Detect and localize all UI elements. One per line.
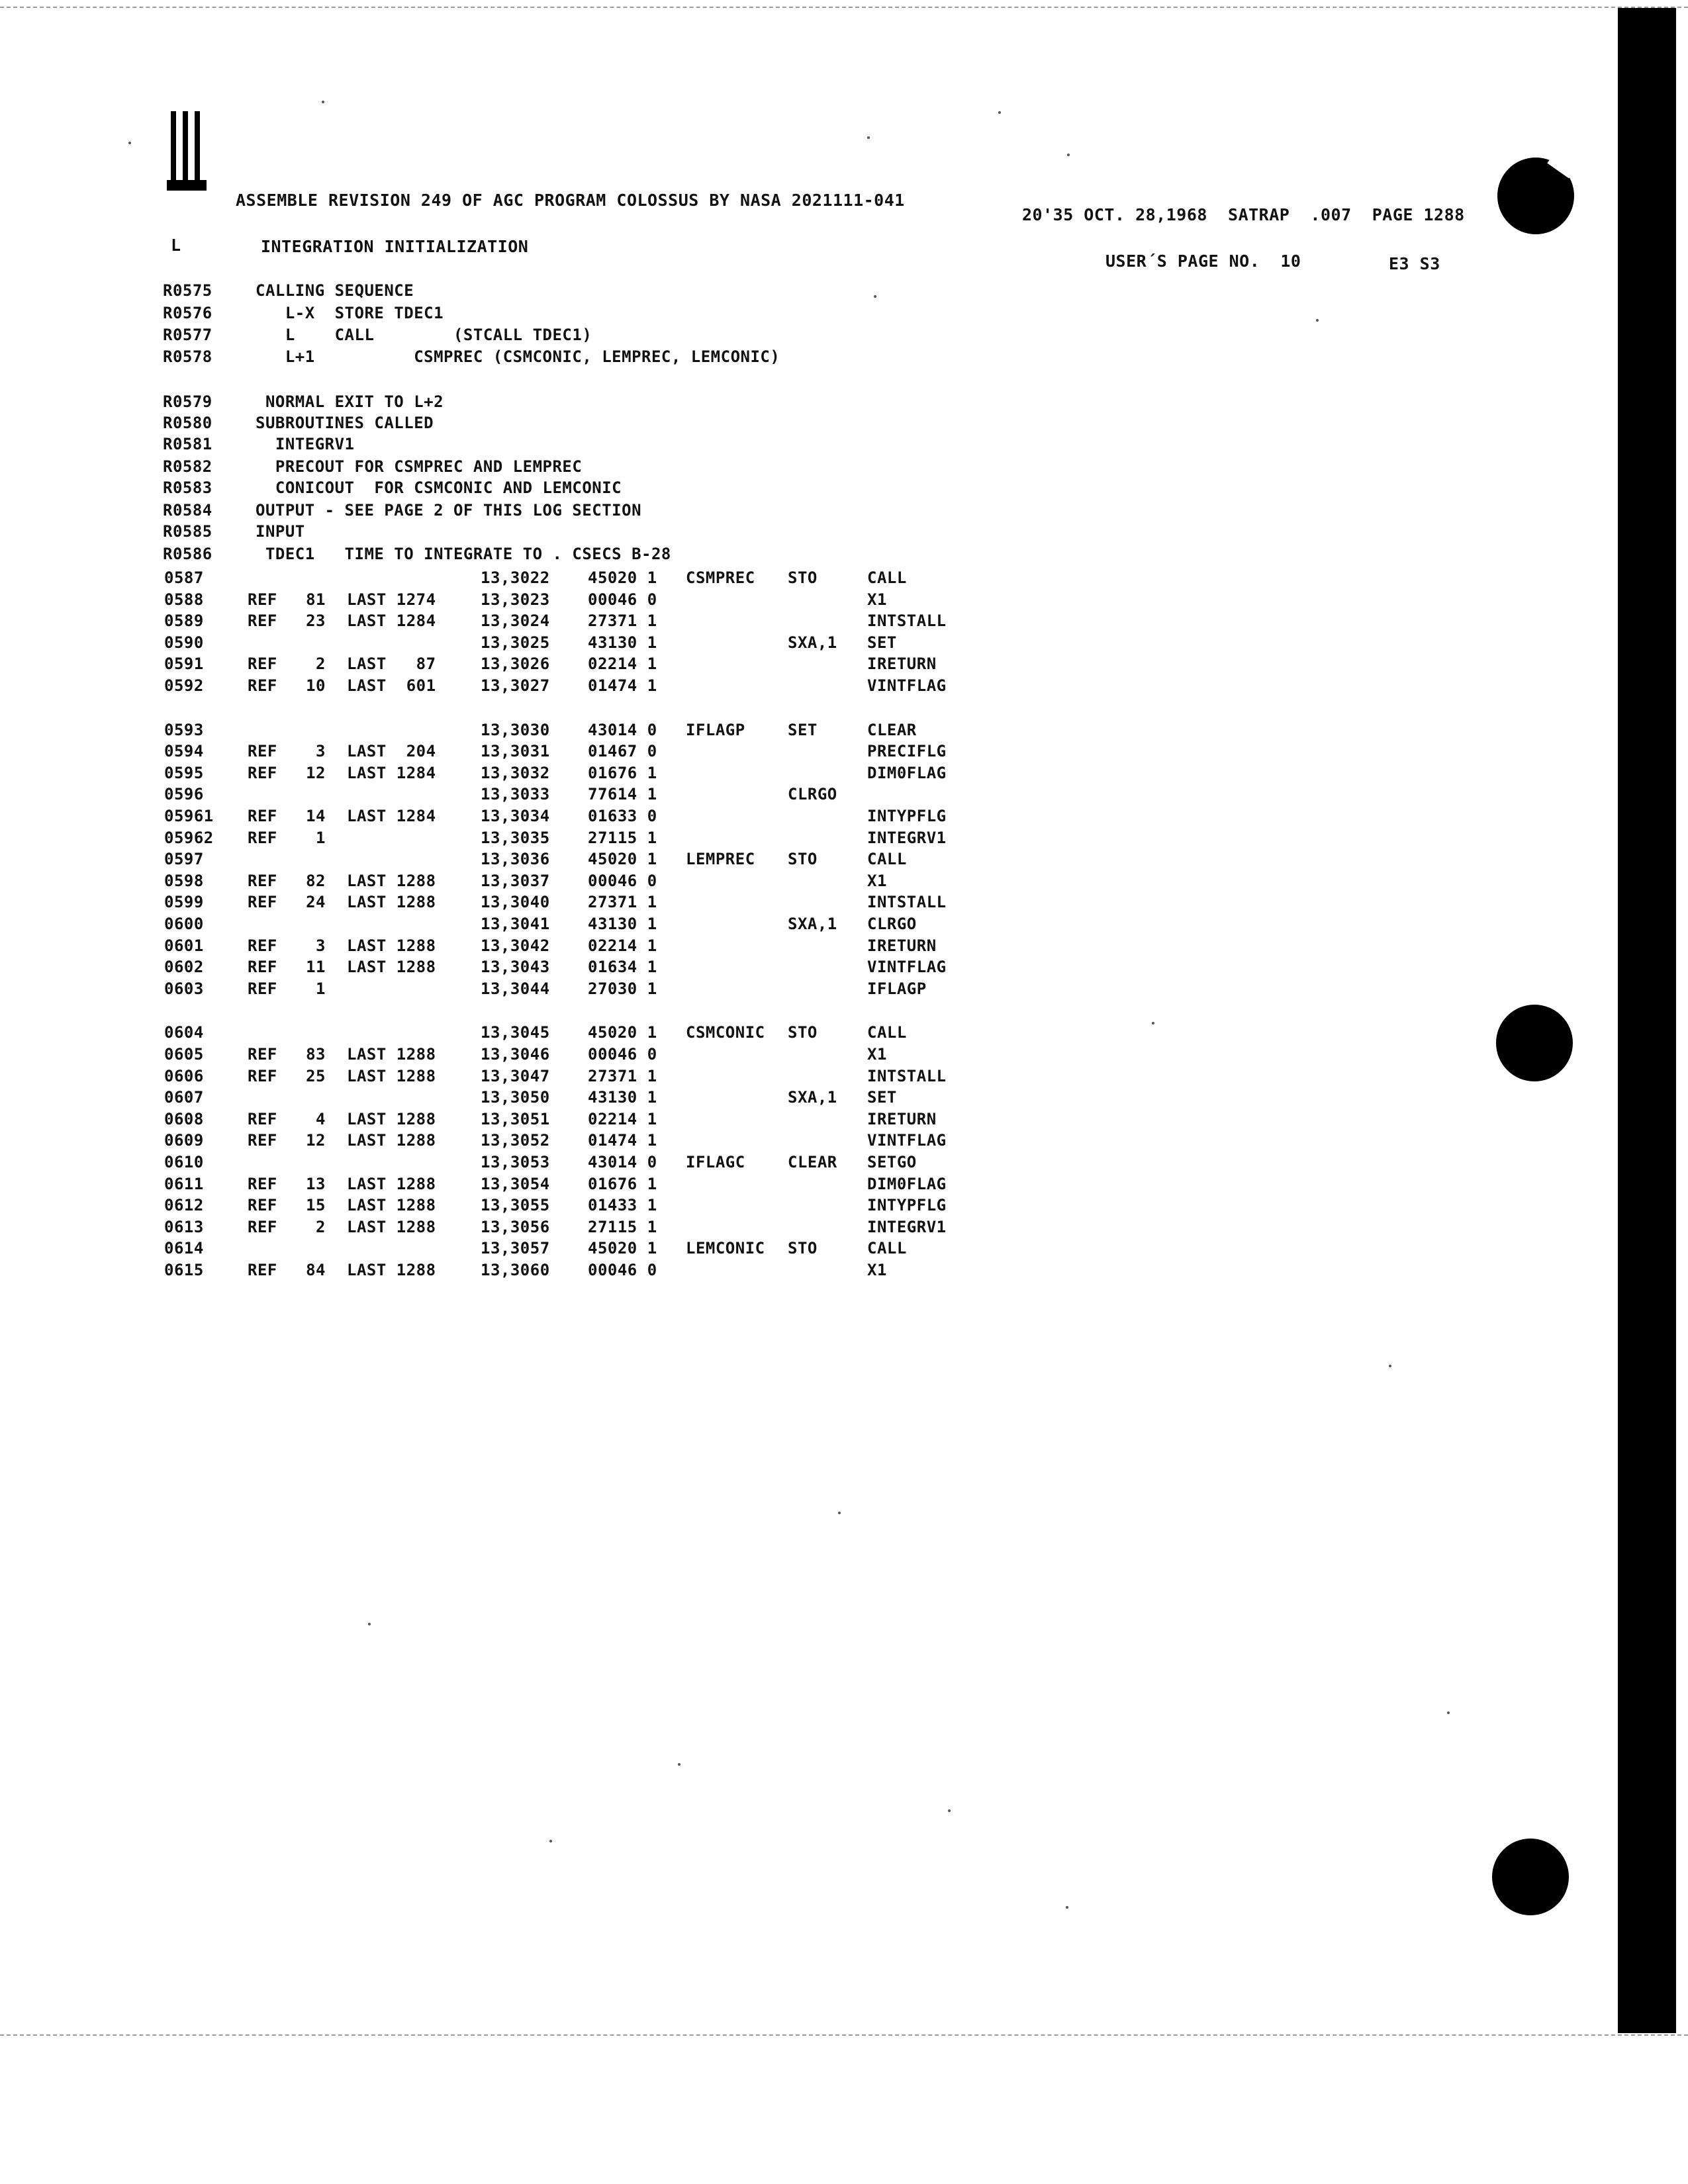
comment-text: CONICOUT FOR CSMCONIC AND LEMCONIC — [256, 478, 622, 497]
page-code: E3 S3 — [1389, 254, 1440, 273]
code-line-number: 0595 — [164, 763, 204, 782]
code-line-number: 0587 — [164, 569, 204, 587]
code-ref-keyword: REF — [248, 871, 277, 890]
code-operand: INTSTALL — [867, 612, 947, 631]
scan-speck — [549, 1840, 552, 1843]
comment-text: OUTPUT - SEE PAGE 2 OF THIS LOG SECTION — [256, 501, 642, 520]
code-address: 13,3051 — [481, 1109, 550, 1128]
code-last-ref: LAST 204 — [347, 742, 436, 761]
code-ref-count: 3 — [316, 936, 326, 955]
code-last-ref: LAST 1288 — [347, 1196, 436, 1215]
scan-speck — [128, 142, 131, 144]
code-line-number: 0605 — [164, 1045, 204, 1064]
code-operand: CALL — [867, 850, 907, 869]
code-last-ref: LAST 1284 — [347, 763, 436, 782]
comment-line-number: R0584 — [163, 501, 212, 520]
code-operand: SETGO — [867, 1153, 917, 1171]
code-ref-count: 84 — [306, 1261, 326, 1279]
code-operand: INTSTALL — [867, 1066, 947, 1085]
code-ref-keyword: REF — [248, 1174, 277, 1193]
code-ref-count: 14 — [306, 807, 326, 825]
comment-text: L+1 CSMPREC (CSMCONIC, LEMPREC, LEMCONIC) — [256, 347, 780, 366]
punch-hole-bottom — [1492, 1839, 1569, 1915]
code-last-ref: LAST 1284 — [347, 612, 436, 631]
code-ref-keyword: REF — [248, 958, 277, 977]
code-ref-keyword: REF — [248, 1131, 277, 1150]
scan-speck — [1389, 1365, 1391, 1367]
code-ref-count: 81 — [306, 590, 326, 609]
code-ref-count: 12 — [306, 763, 326, 782]
code-address: 13,3044 — [481, 979, 550, 998]
code-ref-keyword: REF — [248, 742, 277, 761]
code-ref-count: 2 — [316, 655, 326, 674]
code-ref-count: 1 — [316, 828, 326, 847]
code-line-number: 05962 — [164, 828, 214, 847]
scan-speck — [998, 111, 1001, 114]
code-ref-keyword: REF — [248, 676, 277, 695]
code-octal-word: 27115 1 — [588, 828, 657, 847]
code-line-number: 0602 — [164, 958, 204, 977]
code-octal-word: 01474 1 — [588, 676, 657, 695]
code-opcode: SXA,1 — [788, 915, 837, 933]
code-operand: X1 — [867, 1045, 887, 1064]
code-line-number: 0593 — [164, 720, 204, 739]
code-operand: X1 — [867, 871, 887, 890]
comment-line-number: R0585 — [163, 522, 212, 541]
code-address: 13,3034 — [481, 807, 550, 825]
code-operand: IRETURN — [867, 1109, 937, 1128]
code-ref-count: 1 — [316, 979, 326, 998]
code-octal-word: 01676 1 — [588, 1174, 657, 1193]
code-operand: IFLAGP — [867, 979, 927, 998]
code-ref-count: 25 — [306, 1066, 326, 1085]
code-octal-word: 00046 0 — [588, 871, 657, 890]
code-operand: INTYPFLG — [867, 1196, 947, 1215]
code-opcode: STO — [788, 850, 818, 869]
code-opcode: CLRGO — [788, 785, 837, 804]
code-line-number: 0612 — [164, 1196, 204, 1215]
code-address: 13,3046 — [481, 1045, 550, 1064]
code-ref-keyword: REF — [248, 979, 277, 998]
code-octal-word: 45020 1 — [588, 850, 657, 869]
code-operand: CLRGO — [867, 915, 917, 933]
code-line-number: 0598 — [164, 871, 204, 890]
code-line-number: 0606 — [164, 1066, 204, 1085]
code-octal-word: 45020 1 — [588, 1239, 657, 1258]
code-address: 13,3033 — [481, 785, 550, 804]
scan-speck — [678, 1763, 680, 1766]
code-octal-word: 01433 1 — [588, 1196, 657, 1215]
code-octal-word: 01474 1 — [588, 1131, 657, 1150]
code-ref-count: 83 — [306, 1045, 326, 1064]
code-ref-keyword: REF — [248, 893, 277, 912]
code-line-number: 0604 — [164, 1023, 204, 1042]
code-octal-word: 77614 1 — [588, 785, 657, 804]
page-bottom-margin — [0, 2034, 1688, 2184]
comment-text: CALLING SEQUENCE — [256, 281, 414, 300]
comment-text: TDEC1 TIME TO INTEGRATE TO . CSECS B-28 — [256, 545, 671, 563]
code-last-ref: LAST 1288 — [347, 936, 436, 955]
code-ref-keyword: REF — [248, 1109, 277, 1128]
code-line-number: 05961 — [164, 807, 214, 825]
code-line-number: 0609 — [164, 1131, 204, 1150]
code-address: 13,3055 — [481, 1196, 550, 1215]
scan-speck — [322, 101, 324, 103]
code-ref-keyword: REF — [248, 763, 277, 782]
code-line-number: 0600 — [164, 915, 204, 933]
scan-speck — [1066, 1906, 1068, 1909]
code-line-number: 0611 — [164, 1174, 204, 1193]
code-opcode: SXA,1 — [788, 1088, 837, 1107]
code-octal-word: 43014 0 — [588, 720, 657, 739]
code-ref-count: 11 — [306, 958, 326, 977]
code-last-ref: LAST 1288 — [347, 1261, 436, 1279]
comment-line-number: R0583 — [163, 478, 212, 497]
code-ref-count: 15 — [306, 1196, 326, 1215]
code-label: LEMPREC — [686, 850, 755, 869]
comment-text: NORMAL EXIT TO L+2 — [256, 392, 444, 411]
code-operand: INTEGRV1 — [867, 828, 947, 847]
comment-line-number: R0579 — [163, 392, 212, 411]
code-operand: SET — [867, 1088, 897, 1107]
code-octal-word: 00046 0 — [588, 1045, 657, 1064]
code-ref-keyword: REF — [248, 1217, 277, 1236]
code-operand: X1 — [867, 1261, 887, 1279]
code-address: 13,3027 — [481, 676, 550, 695]
code-octal-word: 27371 1 — [588, 612, 657, 631]
comment-line-number: R0577 — [163, 326, 212, 344]
code-octal-word: 43130 1 — [588, 1088, 657, 1107]
code-octal-word: 02214 1 — [588, 1109, 657, 1128]
comment-line-number: R0586 — [163, 545, 212, 563]
code-line-number: 0599 — [164, 893, 204, 912]
code-opcode: STO — [788, 1023, 818, 1042]
scan-speck — [1067, 154, 1070, 156]
scan-speck — [948, 1809, 951, 1812]
code-line-number: 0614 — [164, 1239, 204, 1258]
code-ref-keyword: REF — [248, 1261, 277, 1279]
code-octal-word: 45020 1 — [588, 1023, 657, 1042]
code-operand: INTEGRV1 — [867, 1217, 947, 1236]
code-line-number: 0589 — [164, 612, 204, 631]
code-line-number: 0594 — [164, 742, 204, 761]
code-address: 13,3056 — [481, 1217, 550, 1236]
code-ref-count: 23 — [306, 612, 326, 631]
comment-line-number: R0580 — [163, 414, 212, 432]
section-marker: L — [171, 236, 181, 255]
code-last-ref: LAST 601 — [347, 676, 436, 695]
code-opcode: SXA,1 — [788, 633, 837, 652]
code-operand: DIM0FLAG — [867, 1174, 947, 1193]
code-last-ref: LAST 1288 — [347, 1217, 436, 1236]
code-octal-word: 01676 1 — [588, 763, 657, 782]
code-last-ref: LAST 1288 — [347, 1045, 436, 1064]
code-address: 13,3036 — [481, 850, 550, 869]
code-address: 13,3043 — [481, 958, 550, 977]
punch-hole-middle — [1496, 1005, 1573, 1081]
code-label: LEMCONIC — [686, 1239, 765, 1258]
code-octal-word: 01633 0 — [588, 807, 657, 825]
code-address: 13,3060 — [481, 1261, 550, 1279]
code-line-number: 0608 — [164, 1109, 204, 1128]
code-address: 13,3025 — [481, 633, 550, 652]
code-ref-keyword: REF — [248, 807, 277, 825]
code-operand: IRETURN — [867, 655, 937, 674]
code-address: 13,3050 — [481, 1088, 550, 1107]
code-operand: CLEAR — [867, 720, 917, 739]
code-address: 13,3032 — [481, 763, 550, 782]
code-line-number: 0592 — [164, 676, 204, 695]
code-octal-word: 00046 0 — [588, 590, 657, 609]
code-last-ref: LAST 1288 — [347, 1131, 436, 1150]
comment-text: SUBROUTINES CALLED — [256, 414, 434, 432]
code-address: 13,3040 — [481, 893, 550, 912]
header-date-page: 20'35 OCT. 28,1968 SATRAP .007 PAGE 1288 — [1022, 205, 1465, 224]
comment-line-number: R0576 — [163, 304, 212, 322]
comment-text: L-X STORE TDEC1 — [256, 304, 444, 322]
code-label: IFLAGC — [686, 1153, 745, 1171]
code-operand: INTSTALL — [867, 893, 947, 912]
code-ref-keyword: REF — [248, 936, 277, 955]
code-line-number: 0596 — [164, 785, 204, 804]
code-line-number: 0601 — [164, 936, 204, 955]
code-octal-word: 02214 1 — [588, 936, 657, 955]
code-octal-word: 01634 1 — [588, 958, 657, 977]
code-ref-keyword: REF — [248, 655, 277, 674]
scan-right-edge-bar — [1618, 8, 1676, 2033]
code-address: 13,3057 — [481, 1239, 550, 1258]
code-operand: VINTFLAG — [867, 676, 947, 695]
code-ref-keyword: REF — [248, 612, 277, 631]
code-line-number: 0591 — [164, 655, 204, 674]
code-address: 13,3030 — [481, 720, 550, 739]
code-operand: INTYPFLG — [867, 807, 947, 825]
code-last-ref: LAST 1288 — [347, 1109, 436, 1128]
comment-text: PRECOUT FOR CSMPREC AND LEMPREC — [256, 457, 583, 476]
code-operand: CALL — [867, 569, 907, 587]
comment-line-number: R0581 — [163, 435, 212, 453]
code-address: 13,3023 — [481, 590, 550, 609]
code-last-ref: LAST 1284 — [347, 807, 436, 825]
code-operand: VINTFLAG — [867, 958, 947, 977]
scan-speck — [838, 1512, 841, 1514]
code-octal-word: 45020 1 — [588, 569, 657, 587]
code-last-ref: LAST 1274 — [347, 590, 436, 609]
code-last-ref: LAST 1288 — [347, 958, 436, 977]
code-last-ref: LAST 1288 — [347, 1174, 436, 1193]
code-line-number: 0588 — [164, 590, 204, 609]
code-line-number: 0607 — [164, 1088, 204, 1107]
code-line-number: 0590 — [164, 633, 204, 652]
comment-text: INPUT — [256, 522, 305, 541]
scan-speck — [1316, 319, 1319, 322]
code-octal-word: 27371 1 — [588, 893, 657, 912]
users-page-number: USER´S PAGE NO. 10 — [1105, 251, 1301, 271]
code-operand: IRETURN — [867, 936, 937, 955]
code-last-ref: LAST 1288 — [347, 893, 436, 912]
code-operand: X1 — [867, 590, 887, 609]
comment-line-number: R0578 — [163, 347, 212, 366]
code-ref-count: 24 — [306, 893, 326, 912]
code-address: 13,3041 — [481, 915, 550, 933]
comment-line-number: R0582 — [163, 457, 212, 476]
code-line-number: 0613 — [164, 1217, 204, 1236]
code-label: CSMPREC — [686, 569, 755, 587]
scan-speck — [1152, 1022, 1154, 1024]
code-address: 13,3035 — [481, 828, 550, 847]
top-scan-edge — [0, 7, 1688, 8]
code-address: 13,3022 — [481, 569, 550, 587]
code-ref-count: 3 — [316, 742, 326, 761]
code-octal-word: 43130 1 — [588, 633, 657, 652]
code-address: 13,3042 — [481, 936, 550, 955]
code-address: 13,3045 — [481, 1023, 550, 1042]
code-operand: VINTFLAG — [867, 1131, 947, 1150]
code-address: 13,3047 — [481, 1066, 550, 1085]
code-opcode: STO — [788, 569, 818, 587]
scan-speck — [867, 136, 870, 139]
code-ref-keyword: REF — [248, 1066, 277, 1085]
code-address: 13,3024 — [481, 612, 550, 631]
code-ref-keyword: REF — [248, 1196, 277, 1215]
code-ref-count: 10 — [306, 676, 326, 695]
code-last-ref: LAST 1288 — [347, 1066, 436, 1085]
code-octal-word: 00046 0 — [588, 1261, 657, 1279]
code-address: 13,3031 — [481, 742, 550, 761]
code-ref-keyword: REF — [248, 828, 277, 847]
code-operand: CALL — [867, 1023, 907, 1042]
code-label: IFLAGP — [686, 720, 745, 739]
code-address: 13,3054 — [481, 1174, 550, 1193]
code-operand: SET — [867, 633, 897, 652]
code-opcode: STO — [788, 1239, 818, 1258]
code-octal-word: 27030 1 — [588, 979, 657, 998]
code-ref-count: 12 — [306, 1131, 326, 1150]
bottom-scan-edge — [0, 2034, 1688, 2036]
code-opcode: CLEAR — [788, 1153, 837, 1171]
code-ref-count: 82 — [306, 871, 326, 890]
code-ref-keyword: REF — [248, 1045, 277, 1064]
code-last-ref: LAST 1288 — [347, 871, 436, 890]
code-octal-word: 43130 1 — [588, 915, 657, 933]
code-ref-count: 4 — [316, 1109, 326, 1128]
code-address: 13,3037 — [481, 871, 550, 890]
code-line-number: 0610 — [164, 1153, 204, 1171]
code-ref-count: 2 — [316, 1217, 326, 1236]
code-address: 13,3053 — [481, 1153, 550, 1171]
comment-line-number: R0575 — [163, 281, 212, 300]
code-octal-word: 27371 1 — [588, 1066, 657, 1085]
code-line-number: 0603 — [164, 979, 204, 998]
code-address: 13,3052 — [481, 1131, 550, 1150]
scan-speck — [368, 1623, 371, 1625]
code-last-ref: LAST 87 — [347, 655, 436, 674]
code-line-number: 0597 — [164, 850, 204, 869]
comment-text: L CALL (STCALL TDEC1) — [256, 326, 592, 344]
code-operand: PRECIFLG — [867, 742, 947, 761]
code-operand: DIM0FLAG — [867, 763, 947, 782]
code-address: 13,3026 — [481, 655, 550, 674]
header-assembly-line: ASSEMBLE REVISION 249 OF AGC PROGRAM COLOSSUS BY NASA 2021111-041 — [236, 191, 905, 210]
code-line-number: 0615 — [164, 1261, 204, 1279]
code-label: CSMCONIC — [686, 1023, 765, 1042]
code-octal-word: 27115 1 — [588, 1217, 657, 1236]
code-octal-word: 43014 0 — [588, 1153, 657, 1171]
code-octal-word: 01467 0 — [588, 742, 657, 761]
code-operand: CALL — [867, 1239, 907, 1258]
code-ref-count: 13 — [306, 1174, 326, 1193]
scan-speck — [874, 295, 876, 298]
comment-text: INTEGRV1 — [256, 435, 355, 453]
section-title: INTEGRATION INITIALIZATION — [261, 237, 529, 256]
scan-speck — [1447, 1711, 1450, 1714]
code-ref-keyword: REF — [248, 590, 277, 609]
code-opcode: SET — [788, 720, 818, 739]
code-octal-word: 02214 1 — [588, 655, 657, 674]
